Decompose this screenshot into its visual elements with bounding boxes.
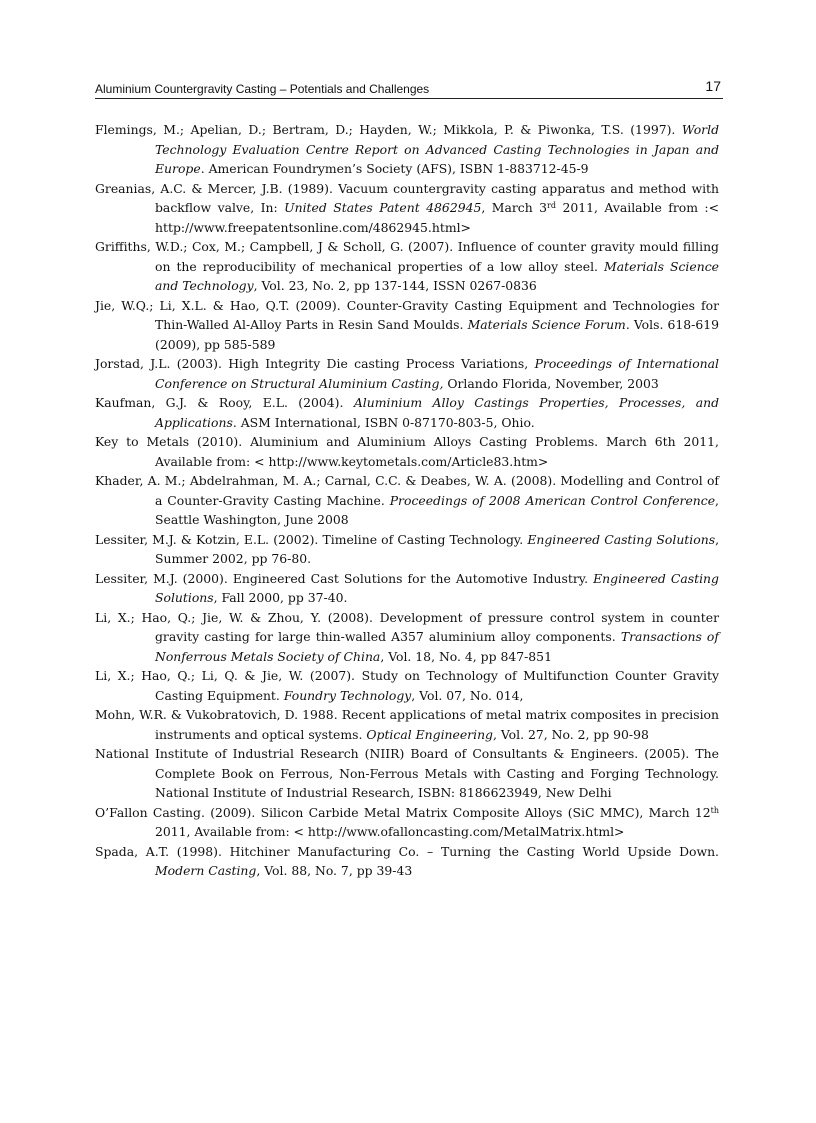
reference-details: , Vol. 23, No. 2, pp 137-144, ISSN 0267-0836 [253, 278, 537, 293]
reference-details: Orlando Florida, November, 2003 [443, 375, 659, 391]
reference-authors: O’Fallon Casting. (2009). Silicon Carbide Metal Matrix Composite Alloys (SiC MMC), March 12 [95, 804, 711, 820]
reference-authors: Spada, A.T. (1998). Hitchiner Manufacturing Co. – Turning the Casting World Upside Down. [95, 843, 719, 859]
reference-list [95, 120, 719, 881]
running-header [95, 78, 723, 99]
reference-source-title: World Technology Evaluation Centre Report on Advanced Casting Technologies in Japan and Europe [155, 122, 719, 176]
reference-item [95, 354, 719, 393]
reference-item [95, 705, 719, 744]
reference-source-title: Aluminium Alloy Castings Properties, Processes, and Applications [155, 395, 720, 430]
reference-item [95, 179, 719, 238]
reference-item [95, 569, 719, 608]
reference-authors: Li, X.; Hao, Q.; Li, Q. & Jie, W. (2007). Study on Technology of Multifunction Counter Gravity Casting Equipment. [95, 668, 719, 703]
reference-authors: Jorstad, J.L. (2003). High Integrity Die casting Process Variations, [95, 356, 529, 371]
reference-source-title: Materials Science and Technology [155, 258, 719, 293]
reference-authors: Khader, A. M.; Abdelrahman, M. A.; Carnal, C.C. & Deabes, W. A. (2008). Modelling and Control of a Counter-Gravity Casting Machine. [95, 473, 719, 508]
ordinal-suffix: th [710, 805, 719, 815]
reference-item [95, 237, 719, 296]
reference-source-title: Engineered Casting Solutions [155, 570, 719, 605]
reference-details: . Vols. 618-619 (2009), pp 585-589 [155, 317, 719, 352]
reference-authors: Griffiths, W.D.; Cox, M.; Campbell, J & Scholl, G. (2007). Influence of counter gravity mould filling on the reproducibility of mechanical properties of a low alloy steel. [95, 239, 719, 274]
reference-authors: Jie, W.Q.; Li, X.L. & Hao, Q.T. (2009). Counter-Gravity Casting Equipment and Technologies for Thin-Walled Al-Alloy Parts in Resin Sand Moulds. [95, 297, 719, 332]
reference-source-title: Proceedings of International Conference on Structural Aluminium Casting, [155, 356, 719, 391]
reference-item [95, 120, 719, 179]
reference-details: , Seattle Washington, June 2008 [155, 492, 719, 527]
reference-authors: Lessiter, M.J. & Kotzin, E.L. (2002). Timeline of Casting Technology. [95, 531, 524, 547]
reference-item [95, 432, 719, 471]
reference-details: . ASM International, ISBN 0-87170-803-5, Ohio. [232, 414, 535, 430]
reference-source-title: Proceedings of 2008 American Control Conference [389, 492, 716, 508]
reference-source-title: Engineered Casting Solutions [527, 531, 716, 547]
reference-text: Key to Metals (2010). Aluminium and Aluminium Alloys Casting Problems. March 6th 2011, Available from: < http://www.keytometals.com/Article83.htm> [95, 434, 719, 469]
reference-authors: Li, X.; Hao, Q.; Jie, W. & Zhou, Y. (2008). Development of pressure control system in counter gravity casting for large thin-walled A357 aluminium alloy components. [95, 609, 719, 644]
reference-source-title: Optical Engineering [366, 726, 493, 742]
reference-item [95, 296, 719, 355]
reference-item [95, 471, 719, 530]
reference-item [95, 744, 719, 803]
reference-source-title: Foundry Technology [283, 687, 412, 703]
reference-authors: Lessiter, M.J. (2000). Engineered Cast Solutions for the Automotive Industry. [95, 570, 589, 586]
reference-details: , Vol. 27, No. 2, pp 90-98 [492, 726, 649, 742]
reference-item [95, 803, 719, 842]
reference-item [95, 666, 719, 705]
reference-authors: Greanias, A.C. & Mercer, J.B. (1989). Vacuum countergravity casting apparatus and method with backflow valve, In: [95, 180, 719, 215]
reference-source-title: United States Patent 4862945 [284, 200, 482, 215]
reference-details: , Fall 2000, pp 37-40. [213, 590, 348, 605]
reference-authors: Kaufman, G.J. & Rooy, E.L. (2004). [95, 395, 344, 410]
page-number: 17 [705, 78, 721, 94]
reference-details: , Vol. 88, No. 7, pp 39-43 [256, 863, 413, 878]
reference-source-title: Transactions of Nonferrous Metals Society of China [155, 629, 719, 664]
reference-details: , Vol. 07, No. 014, [411, 687, 524, 703]
reference-source-title: Modern Casting [155, 863, 257, 878]
ordinal-suffix: rd [547, 201, 556, 210]
reference-item [95, 608, 719, 667]
reference-authors: Flemings, M.; Apelian, D.; Bertram, D.; Hayden, W.; Mikkola, P. & Piwonka, T.S. (1997). [95, 122, 676, 137]
reference-details-continued: 2011, Available from :< http://www.freepatentsonline.com/4862945.html> [155, 200, 719, 235]
reference-item [95, 530, 719, 569]
reference-details: . American Foundrymen’s Society (AFS), ISBN 1-883712-45-9 [200, 161, 589, 176]
header-title: Aluminium Countergravity Casting – Potentials and Challenges [95, 82, 430, 96]
reference-text: National Institute of Industrial Research (NIIR) Board of Consultants & Engineers. (2005). The Complete Book on Ferrous, Non-Ferrous Metals with Casting and Forging Technology. National Institute of Industrial Research, ISBN: 8186623949, New Delhi [95, 746, 719, 800]
reference-details: , Summer 2002, pp 76-80. [155, 531, 720, 566]
reference-source-title: Materials Science Forum [467, 317, 626, 332]
reference-authors: Mohn, W.R. & Vukobratovich, D. 1988. Recent applications of metal matrix composites in precision instruments and optical systems. [95, 707, 719, 742]
reference-details: , March 3 [481, 200, 548, 215]
reference-details-continued: 2011, Available from: < http://www.ofalloncasting.com/MetalMatrix.html> [155, 824, 625, 839]
reference-details: , Vol. 18, No. 4, pp 847-851 [380, 648, 552, 664]
reference-item [95, 842, 719, 881]
reference-item [95, 393, 719, 432]
